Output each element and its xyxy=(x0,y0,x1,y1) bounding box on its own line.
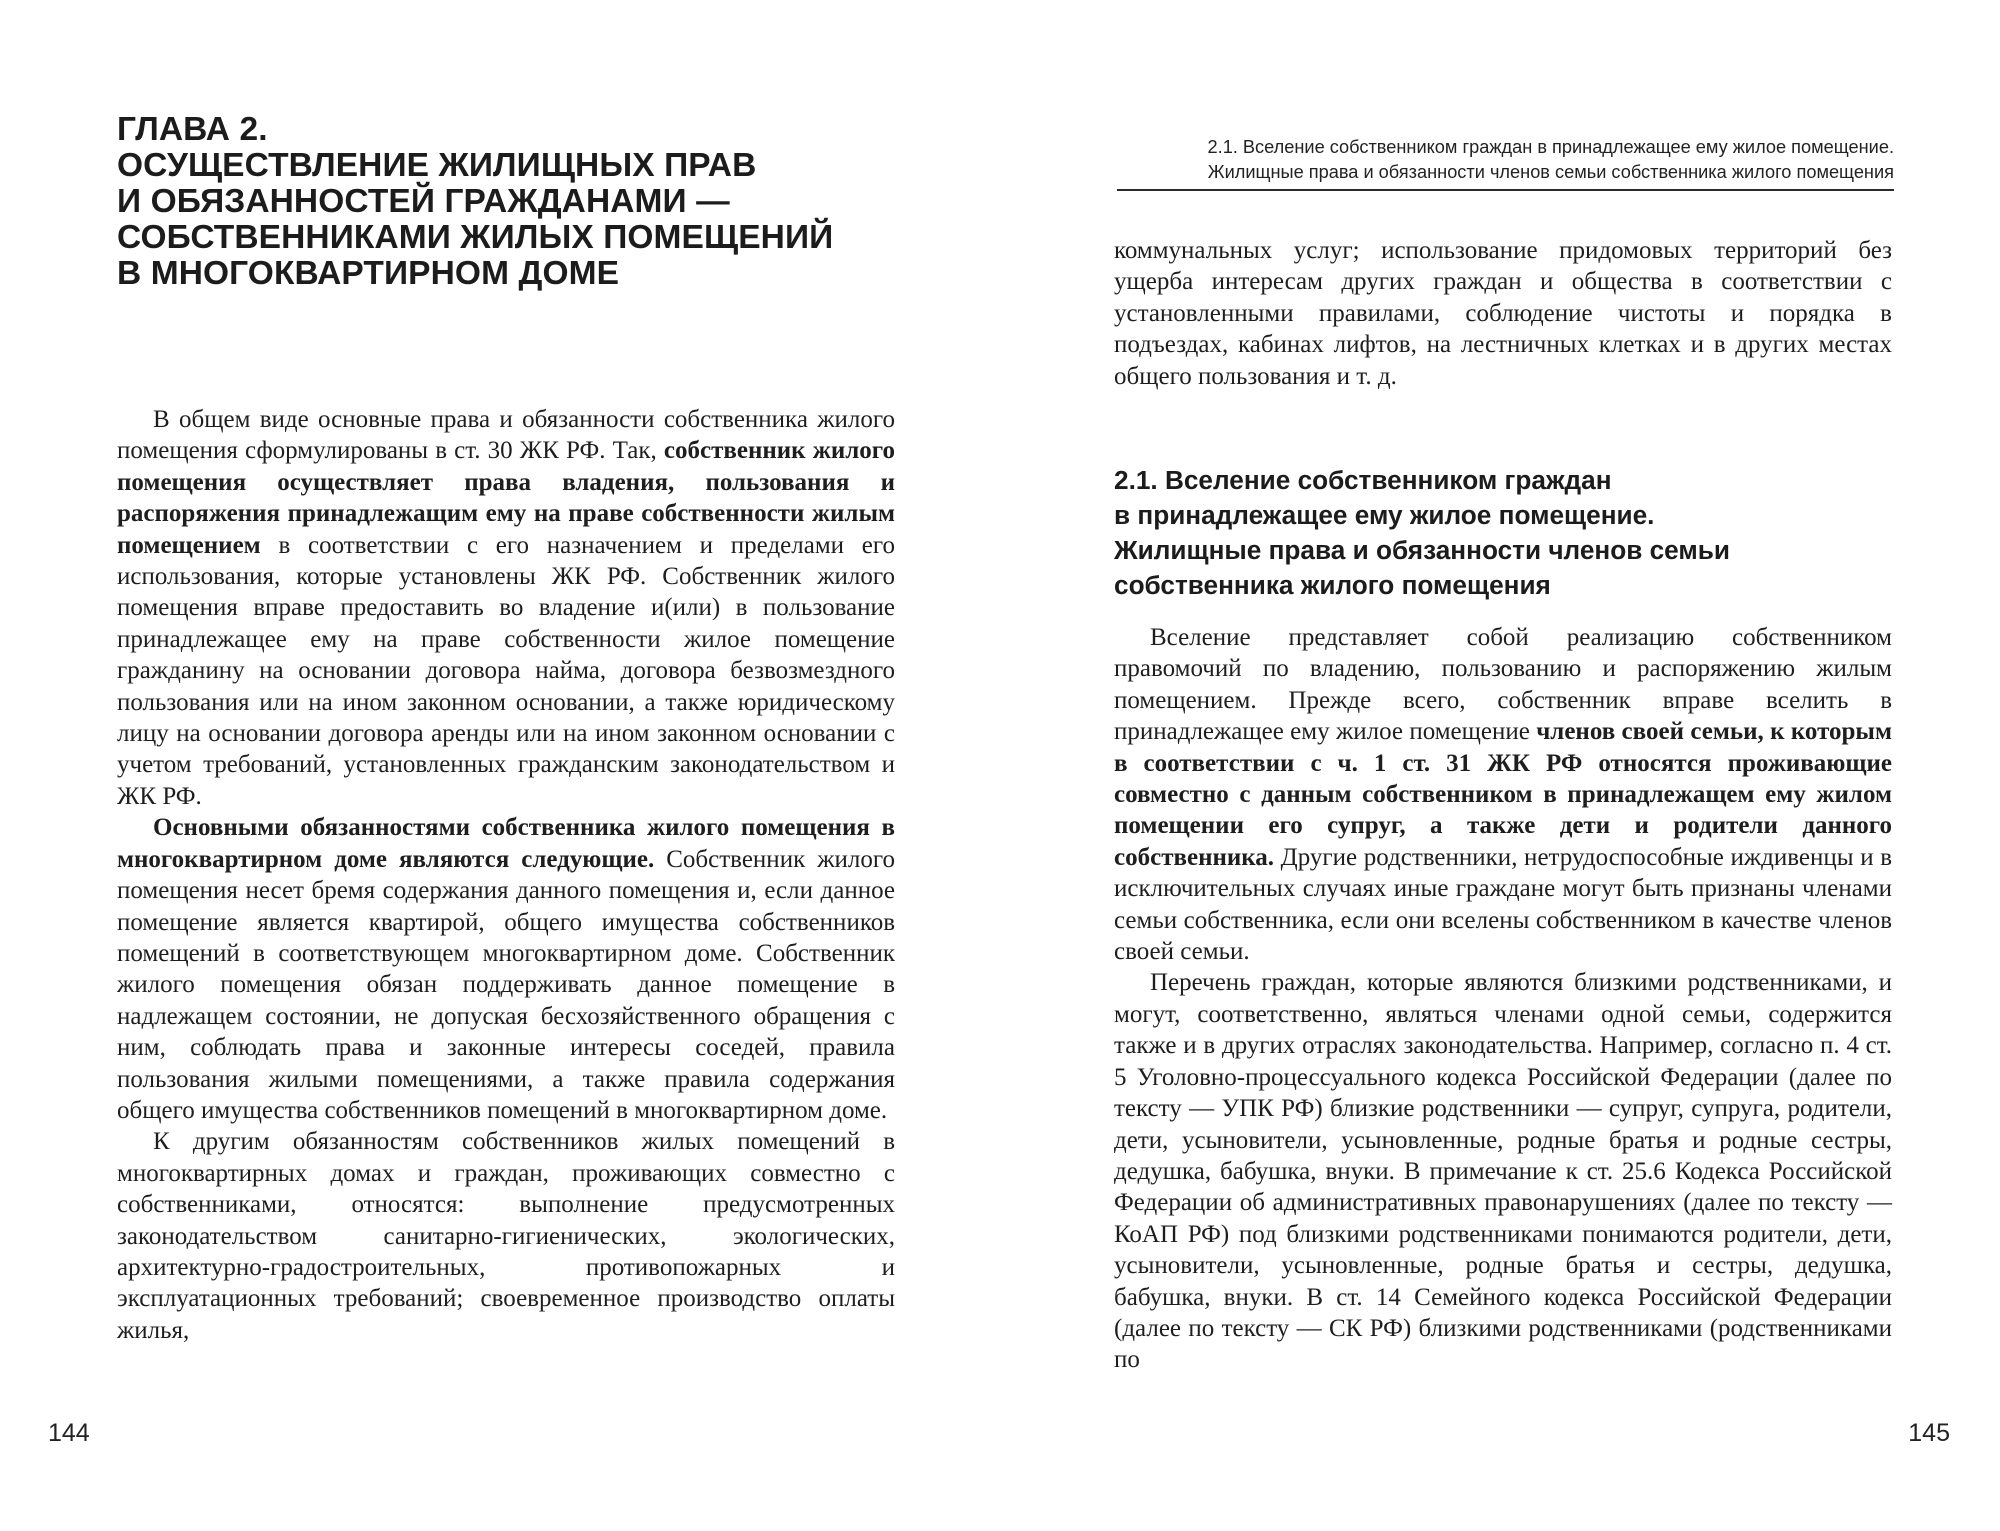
section-title xyxy=(1114,463,1894,603)
paragraph: К другим обязанностям собственников жилых помещений в многоквартирных домах и граждан, проживающих совместно с собственниками, относятся: выполнение предусмотренных законодательством санитарно-гигиенических, экологических, архитектурно-градостроительных, противопожарных и эксплуатационных требований; своевременное производство оплаты жилья, xyxy=(117,1128,895,1344)
continuation-text xyxy=(1114,235,1892,392)
section-title-line: в принадлежащее ему жилое помещение. xyxy=(1114,500,1655,530)
right-page xyxy=(1000,0,2000,1531)
chapter-title-line: ГЛАВА 2. xyxy=(117,111,268,148)
text-run: Вселение представляет собой реализацию собственником правомочий по владению, пользованию и распоряжению жилым помещением. Прежде всего, собственник вправе вселить в принадлежащее ему жилое помещение xyxy=(1114,624,1892,746)
page-number: 144 xyxy=(48,1419,90,1447)
section-title-line: 2.1. Вселение собственником граждан xyxy=(1114,465,1612,495)
paragraph: коммунальных услуг; использование придомовых территорий без ущерба интересам других граждан и общества в соответствии с установленными правилами, соблюдение чистоты и порядка в подъездах, кабинах лифтов, на лестничных клетках и в других местах общего пользования и т. д. xyxy=(1114,237,1892,390)
chapter-title-line: СОБСТВЕННИКАМИ ЖИЛЫХ ПОМЕЩЕНИЙ xyxy=(117,219,834,256)
text-run: Собственник жилого помещения несет бремя содержания данного помещения и, если данное помещение является квартирой, общего имущества собственников помещений в соответствующем многоквартирном доме. Собственник жилого помещения обязан поддерживать данное помещение в надлежащем состоянии, не допуская бесхозяйственного обращения с ним, соблюдать права и законные интересы соседей, правила пользования жилыми помещениями, а также правила содержания общего имущества собственников помещений в многоквартирном доме. xyxy=(117,845,895,1124)
bold-text-run: Основными обязанностями собственника жилого помещения в многоквартирном доме являются следующие. xyxy=(117,814,895,873)
section-title-line: собственника жилого помещения xyxy=(1114,570,1551,600)
chapter-title xyxy=(117,112,877,292)
bold-text-run: собственник жилого помещения осуществляет права владения, пользования и распоряжения принадлежащим ему на праве собственности жилым помещением xyxy=(117,437,895,559)
right-body-text xyxy=(1114,622,1892,1376)
running-header-line: Жилищные права и обязанности членов семьи собственника жилого помещения xyxy=(1207,162,1894,182)
chapter-title-line: И ОБЯЗАННОСТЕЙ ГРАЖДАНАМИ — xyxy=(117,183,730,220)
chapter-title-line: В МНОГОКВАРТИРНОМ ДОМЕ xyxy=(117,255,620,292)
running-header xyxy=(1117,135,1894,191)
paragraph: Перечень граждан, которые являются близкими родственниками, и могут, соответственно, являться членами одной семьи, содержится также и в других отраслях законодательства. Например, согласно п. 4 ст. 5 Уголовно-процессуального кодекса Российской Федерации (далее по тексту — УПК РФ) близкие родственники — супруг, супруга, родители, дети, усыновители, усыновленные, родные братья и родные сестры, дедушка, бабушка, внуки. В примечание к ст. 25.6 Кодекса Российской Федерации об административных правонарушениях (далее по тексту — КоАП РФ) под близкими родственниками понимаются родители, дети, усыновители, усыновленные, родные братья и сестры, дедушка, бабушка, внуки. В ст. 14 Семейного кодекса Российской Федерации (далее по тексту — СК РФ) близкими родственниками (родственниками по xyxy=(1114,969,1892,1374)
paragraph xyxy=(1114,622,1892,967)
chapter-title-line: ОСУЩЕСТВЛЕНИЕ ЖИЛИЩНЫХ ПРАВ xyxy=(117,147,757,184)
running-header-line: 2.1. Вселение собственником граждан в принадлежащее ему жилое помещение. xyxy=(1207,137,1894,157)
paragraph xyxy=(117,404,895,812)
left-body-text xyxy=(117,404,895,1346)
page-number: 145 xyxy=(1908,1419,1950,1447)
section-title-line: Жилищные права и обязанности членов семьи xyxy=(1114,535,1730,565)
text-run: Другие родственники, нетрудоспособные иждивенцы и в исключительных случаях иные граждане могут быть признаны членами семьи собственника, если они вселены собственником в качестве членов своей семьи. xyxy=(1114,843,1892,966)
text-run: в соответствии с его назначением и пределами его использования, которые установлены ЖК РФ. Собственник жилого помещения вправе предоставить во владение и(или) в пользование принадлежащее ему на праве собственности жилое помещение гражданину на основании договора найма, договора безвозмездного пользования или на ином законном основании, а также юридическому лицу на основании договора аренды или на ином законном основании с учетом требований, установленных гражданским законодательством и ЖК РФ. xyxy=(117,531,895,810)
paragraph xyxy=(117,812,895,1126)
text-run: В общем виде основные права и обязанности собственника жилого помещения сформулированы в ст. 30 ЖК РФ. Так, xyxy=(117,406,895,465)
bold-text-run: членов своей семьи, к которым в соответствии с ч. 1 ст. 31 ЖК РФ относятся проживающие совместно с данным собственником в принадлежащем ему жилом помещении его супруг, а также дети и родители данного собственника. xyxy=(1114,718,1892,871)
